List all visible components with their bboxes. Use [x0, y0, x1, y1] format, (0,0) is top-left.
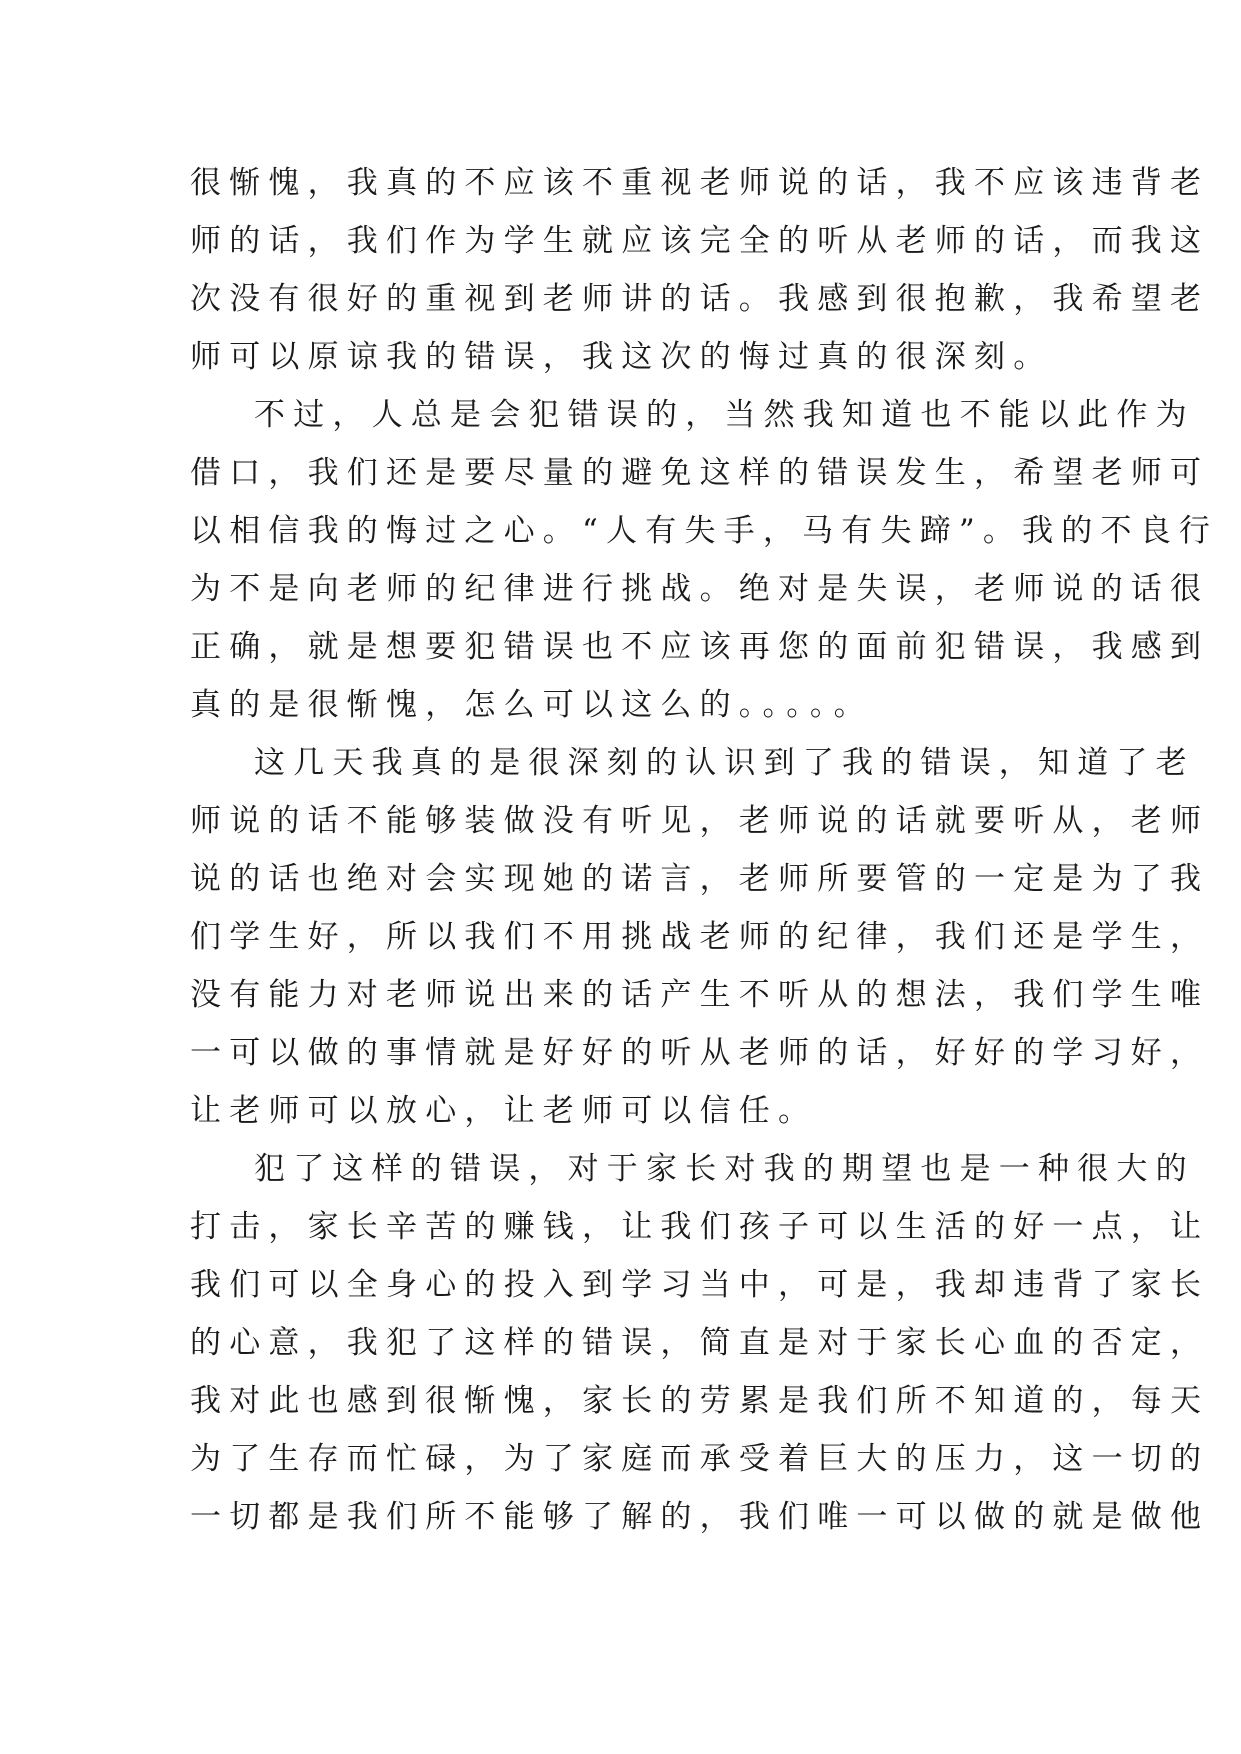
text-line: 真的是很惭愧，怎么可以这么的。。。。。	[190, 687, 873, 723]
text-line: 为不是向老师的纪律进行挑战。绝对是失误，老师说的话很	[190, 571, 1210, 607]
text-line: 师的话，我们作为学生就应该完全的听从老师的话，而我这	[190, 223, 1210, 259]
text-line: 犯了这样的错误，对于家长对我的期望也是一种很大的	[254, 1151, 1195, 1187]
text-line: 我们可以全身心的投入到学习当中，可是，我却违背了家长	[190, 1267, 1210, 1303]
text-line: 的心意，我犯了这样的错误，简直是对于家长心血的否定，	[190, 1325, 1210, 1361]
text-line: 借口，我们还是要尽量的避免这样的错误发生，希望老师可	[190, 455, 1210, 491]
text-line: 一切都是我们所不能够了解的，我们唯一可以做的就是做他	[190, 1499, 1210, 1535]
text-line: 师可以原谅我的错误，我这次的悔过真的很深刻。	[190, 339, 1053, 375]
text-line: 不过，人总是会犯错误的，当然我知道也不能以此作为	[254, 397, 1195, 433]
text-line: 师说的话不能够装做没有听见，老师说的话就要听从，老师	[190, 803, 1210, 839]
text-line: 没有能力对老师说出来的话产生不听从的想法，我们学生唯	[190, 977, 1210, 1013]
text-line: 一可以做的事情就是好好的听从老师的话，好好的学习好，	[190, 1035, 1210, 1071]
text-line: 这几天我真的是很深刻的认识到了我的错误，知道了老	[254, 745, 1195, 781]
text-line: 以相信我的悔过之心。“人有失手，马有失蹄”。我的不良行	[190, 513, 1219, 549]
text-line: 让老师可以放心，让老师可以信任。	[190, 1093, 818, 1129]
text-line: 次没有很好的重视到老师讲的话。我感到很抱歉，我希望老	[190, 281, 1210, 317]
text-line: 说的话也绝对会实现她的诺言，老师所要管的一定是为了我	[190, 861, 1210, 897]
text-line: 打击，家长辛苦的赚钱，让我们孩子可以生活的好一点，让	[190, 1209, 1210, 1245]
text-line: 们学生好，所以我们不用挑战老师的纪律，我们还是学生，	[190, 919, 1210, 955]
text-line: 为了生存而忙碌，为了家庭而承受着巨大的压力，这一切的	[190, 1441, 1210, 1477]
text-line: 正确，就是想要犯错误也不应该再您的面前犯错误，我感到	[190, 629, 1210, 665]
document-body	[190, 154, 1219, 1546]
text-line: 我对此也感到很惭愧，家长的劳累是我们所不知道的，每天	[190, 1383, 1210, 1419]
text-line: 很惭愧，我真的不应该不重视老师说的话，我不应该违背老	[190, 165, 1210, 201]
